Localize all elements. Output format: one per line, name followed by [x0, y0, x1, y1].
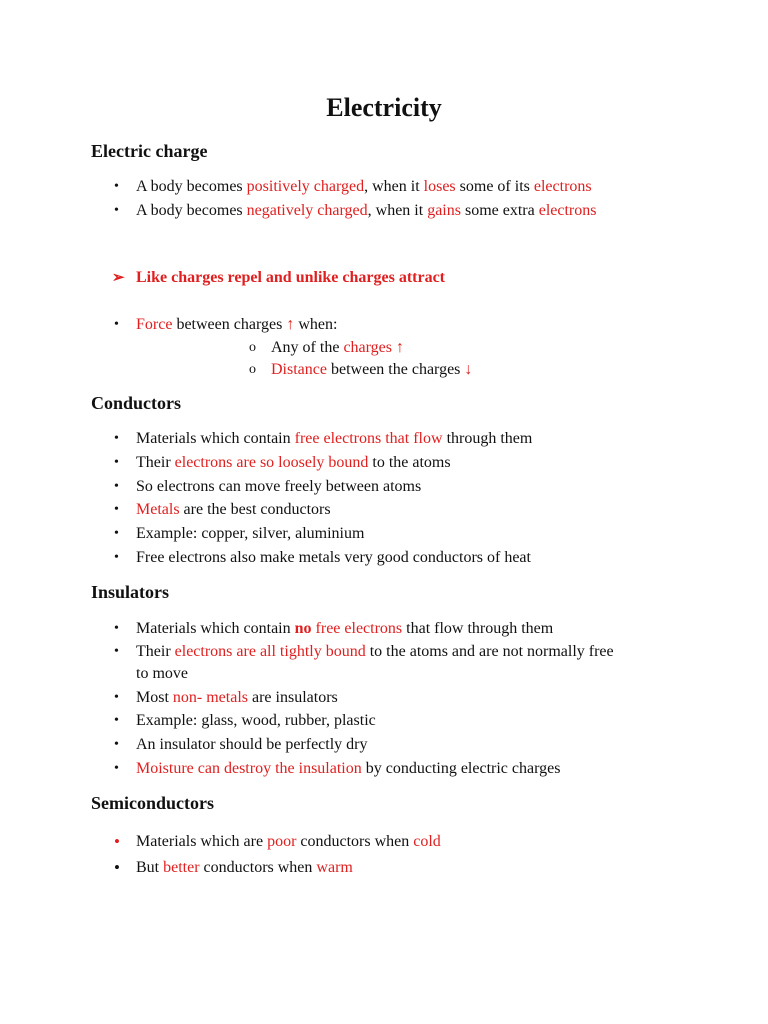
circle-bullet-icon: o [249, 362, 256, 377]
bullet-icon: • [114, 644, 119, 659]
bullet-icon: • [114, 203, 119, 218]
bullet-icon: • [114, 621, 119, 636]
bullet-icon: • [114, 761, 119, 776]
bullet-icon: • [114, 832, 120, 851]
bullet-icon: • [114, 550, 119, 565]
heading-electric-charge: Electric charge [91, 141, 208, 161]
circle-bullet-icon: o [249, 340, 256, 355]
bullet-icon: • [114, 455, 119, 470]
arrow-bullet-icon: ➢ [112, 270, 125, 286]
heading-insulators: Insulators [91, 582, 170, 602]
bullet-icon: • [114, 179, 119, 194]
page-title: Electricity [326, 93, 442, 122]
bullet-icon: • [114, 526, 119, 541]
bullet-icon: • [114, 690, 119, 705]
heading-conductors: Conductors [91, 393, 182, 413]
rule-text: Like charges repel and unlike charges attract [136, 269, 446, 286]
bullet-icon: • [114, 479, 119, 494]
bullet-icon: • [114, 317, 119, 332]
bullet-icon: • [114, 431, 119, 446]
heading-semiconductors: Semiconductors [91, 793, 214, 813]
bullet-icon: • [114, 858, 120, 877]
bullet-icon: • [114, 713, 119, 728]
document-page: Electricity Electric charge • A body becomes positively charged, when it loses some of its electrons • A body becomes negatively charged, when it gains some extra electrons ➢ Like charges repel and unlike charges attract • Force between charges ↑ when: o Any of the charges ↑ o Distance between the charges ↓ Conductors • Materials which contain free electrons that flow through them • Their electrons are so loosely bound to the atoms • So electrons can move freely between atoms • Metals are the best conductors • Example: copper, silver, aluminium • Free electrons also make metals very good conductors of heat Insulators • Materials which contain no free electrons that flow through them • Their electrons are all tightly bound to the atoms and are not normally free to move • Most non- metals are insulators • Example: glass, wood, rubber, plastic • An insulator should be perfectly dry • Moisture can destroy the insulation by conducting electric charges Semiconductors • Materials which are poor conductors when cold • But better conductors when warm [0, 0, 768, 1024]
bullet-icon: • [114, 502, 119, 517]
bullet-icon: • [114, 737, 119, 752]
